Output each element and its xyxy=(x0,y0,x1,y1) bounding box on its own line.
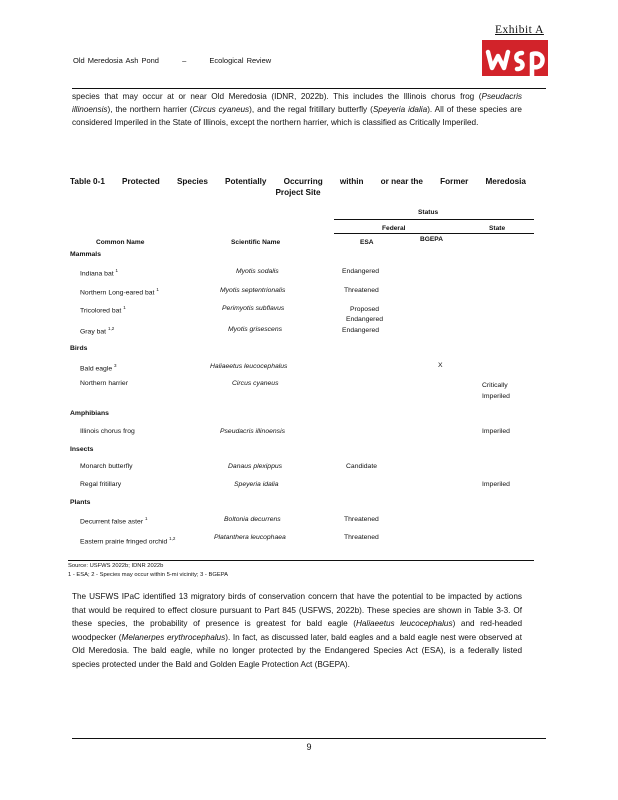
table-cell-common: Decurrent false aster $^1$ xyxy=(80,516,148,526)
intro-text-4: ). All of these species are considered Imperiled in the State of Illinois, except the northern harrier, which is classified as Critically Imperiled. xyxy=(72,105,522,127)
table-cell-scientific: Platanthera leucophaea xyxy=(214,534,286,541)
federal-rule xyxy=(334,233,534,234)
group-heading: Amphibians xyxy=(70,410,109,417)
intro-text-1: species that may occur at or near Old Meredosia (IDNR, 2022b). This includes the Illinois chorus frog ( xyxy=(72,92,482,101)
table-cell-esa: Threatened xyxy=(344,516,379,523)
table-cell-esa: Endangered xyxy=(342,327,380,334)
exhibit-label: Exhibit A xyxy=(495,24,544,36)
table-cell-esa: Candidate xyxy=(346,463,377,470)
table-cell-common: Tricolored bat $^1$ xyxy=(80,305,126,315)
header-separator: – xyxy=(182,56,187,65)
table-footnote-source: Source: USFWS 2022b; IDNR 2022b xyxy=(68,563,164,569)
caption-word: Species xyxy=(176,177,208,186)
body-paragraph xyxy=(72,590,522,671)
table-cell-state: Critically Imperiled xyxy=(482,382,510,400)
intro-text-2: ), the northern harrier ( xyxy=(107,105,193,114)
table-cell-common: Gray bat $^{1,2}$ xyxy=(80,326,115,336)
group-heading: Mammals xyxy=(70,251,101,258)
group-heading: Insects xyxy=(70,446,94,453)
intro-text-3: ), and the regal fritillary butterfly ( xyxy=(249,105,373,114)
table-cell-common: Monarch butterfly xyxy=(80,463,133,470)
status-header: Status xyxy=(418,209,439,216)
caption-label: Table 0-1 xyxy=(70,177,105,186)
body-text-1: The USFWS IPaC identified 13 migratory birds of conservation concern that have the potential to be impacted by actions that would be required to effect closure pursuant to Part 845 (USFWS, 2022b). These species are shown in Table 3-3. Of these species, the probability of presence is greatest for bald eagle ( xyxy=(72,592,522,628)
table-cell-scientific: Pseudacris illinoensis xyxy=(220,428,285,435)
table-cell-common: Northern Long-eared bat $^1$ xyxy=(80,287,159,297)
table-cell-common: Indiana bat $^1$ xyxy=(80,268,119,278)
header-project: Old Meredosia Ash Pond xyxy=(73,56,159,65)
intro-paragraph xyxy=(72,90,522,129)
intro-sci-3: Speyeria idalia xyxy=(372,105,428,114)
table-cell-common: Bald eagle $^3$ xyxy=(80,363,117,373)
page-number: 9 xyxy=(306,742,312,752)
table-cell-scientific: Myotis septentrionalis xyxy=(220,287,286,294)
caption-word: Potentially xyxy=(225,177,267,186)
caption-word: or near the xyxy=(380,177,423,186)
group-heading: Birds xyxy=(70,345,88,352)
caption-line-2: Project Site xyxy=(275,188,321,197)
caption-word: Protected xyxy=(122,177,160,186)
table-cell-scientific: Speyeria idalia xyxy=(234,481,279,488)
table-caption xyxy=(70,176,526,198)
table-cell-esa: Threatened xyxy=(344,534,379,541)
common-name-header: Common Name xyxy=(96,239,145,246)
esa-header: ESA xyxy=(360,239,374,246)
running-header xyxy=(73,56,291,65)
table-bottom-rule xyxy=(68,560,534,561)
state-header: State xyxy=(489,225,506,232)
table-cell-scientific: Danaus plexippus xyxy=(228,463,283,470)
table-cell-esa: Endangered xyxy=(342,268,380,275)
table-cell-state: Imperiled xyxy=(482,428,510,435)
status-rule xyxy=(334,219,534,220)
wsp-logo-icon xyxy=(482,40,548,76)
body-text-3: ). In fact, as discussed later, bald eagles and a bald eagle nest were observed at Old Meredosia. The bald eagle, while no longer protected by the Endangered Species Act (ESA), is a federally listed species protected under the Bald and Golden Eagle Protection Act (BGEPA). xyxy=(72,632,523,669)
table-cell-esa: Threatened xyxy=(344,287,379,294)
body-text-2: ) and red-headed woodpecker ( xyxy=(72,619,523,642)
body-sci-2: Melanerpes erythrocephalus xyxy=(121,632,226,642)
caption-word: Meredosia xyxy=(485,177,526,186)
table-footnote-key: 1 - ESA; 2 - Species may occur within 5-mi vicinity; 3 - BGEPA xyxy=(68,572,229,578)
group-heading: Plants xyxy=(70,499,91,506)
table-cell-bgepa: X xyxy=(438,362,443,369)
table-cell-state: Imperiled xyxy=(482,481,510,488)
caption-word: within xyxy=(339,177,364,186)
table-cell-scientific: Myotis grisescens xyxy=(228,326,283,333)
intro-sci-2: Circus cyaneus xyxy=(192,105,250,114)
table-cell-esa: Proposed Endangered xyxy=(345,306,384,323)
bgepa-header: BGEPA xyxy=(420,236,443,243)
table-cell-scientific: Perimyotis subflavus xyxy=(222,305,285,312)
federal-header: Federal xyxy=(382,225,406,232)
table-cell-scientific: Circus cyaneus xyxy=(232,380,279,387)
table-cell-common: Northern harrier xyxy=(80,380,128,387)
table-cell-scientific: Boltonia decurrens xyxy=(224,516,281,523)
table-cell-scientific: Myotis sodalis xyxy=(236,268,279,275)
footer-rule xyxy=(72,738,546,739)
intro-sci-1: Pseudacris illinoensis xyxy=(72,92,522,114)
header-title: Ecological Review xyxy=(209,56,272,65)
table-cell-common: Illinois chorus frog xyxy=(80,428,135,435)
header-rule xyxy=(72,88,546,89)
wsp-logo xyxy=(482,40,548,76)
table-cell-common: Regal fritillary xyxy=(80,481,122,488)
table-cell-common: Eastern prairie fringed orchid $^{1,2}$ xyxy=(80,536,176,546)
caption-word: Occurring xyxy=(283,177,323,186)
table-cell-scientific: Haliaeetus leucocephalus xyxy=(210,363,288,370)
caption-word: Former xyxy=(440,177,469,186)
scientific-name-header: Scientific Name xyxy=(231,239,281,246)
body-sci-1: Haliaeetus leucocephalus xyxy=(355,619,453,628)
